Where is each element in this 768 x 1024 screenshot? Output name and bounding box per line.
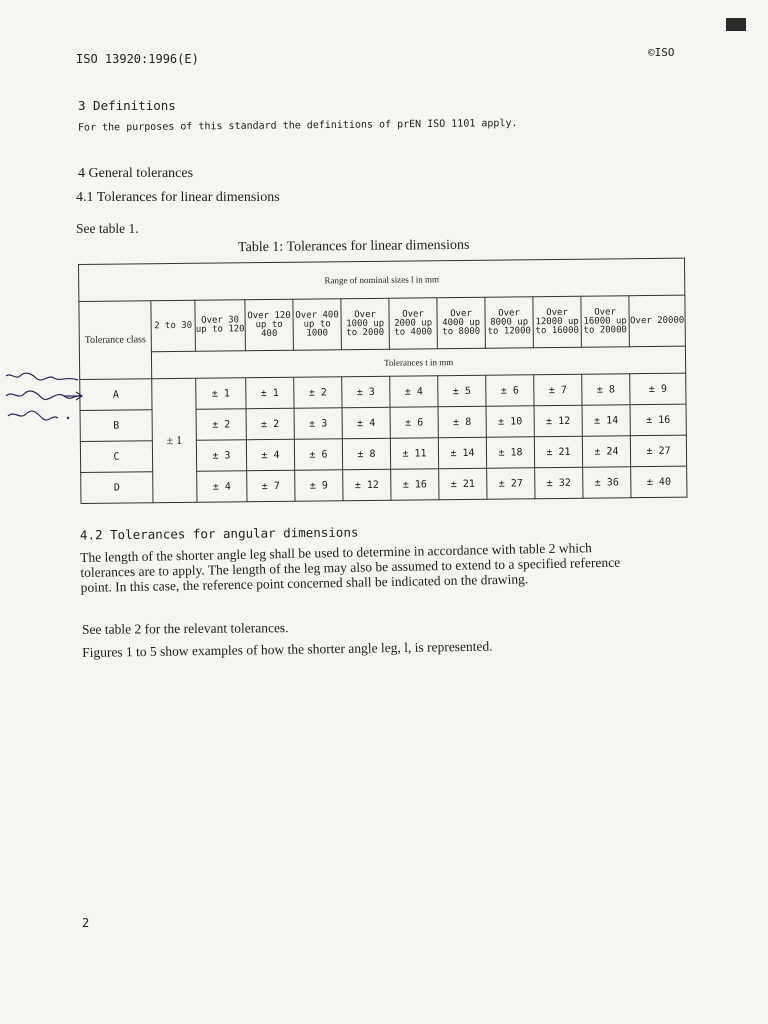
section-3-heading: 3 Definitions [78,98,176,113]
tolerance-table [78,258,688,504]
tolerance-value-cell: ± 21 [439,468,487,500]
see-table-2: See table 2 for the relevant tolerances. [81,620,289,637]
scan-corner-mark [726,18,746,31]
tolerance-value-cell: ± 36 [583,467,631,499]
tolerance-value-cell: ± 4 [342,407,390,439]
section-4-2-heading: 4.2 Tolerances for angular dimensions [79,524,359,543]
standard-id: ISO 13920:1996(E) [76,52,199,66]
tolerance-value-cell: ± 6 [486,375,534,407]
tolerance-value-cell: ± 1 [246,377,294,409]
figures-text: Figures 1 to 5 show examples of how the shorter angle leg, l, is represented. [82,638,493,660]
column-header-2-to-30: 2 to 30 [151,300,196,351]
tolerance-value-cell: ± 21 [534,436,582,468]
tolerance-value-cell: ± 3 [342,376,390,408]
tolerances-subheader: Tolerances t in mm [151,346,685,379]
column-header: Over 8000 up to 12000 [485,297,534,348]
tolerance-value-cell: ± 14 [582,405,630,437]
tolerance-value-cell: ± 2 [246,408,294,440]
tolerance-value-cell: ± 9 [295,470,343,502]
tolerance-value-cell: ± 11 [390,438,438,470]
tolerance-class-cell: C [80,441,152,473]
tolerance-value-cell: ± 18 [486,437,534,469]
section-4-1-heading: 4.1 Tolerances for linear dimensions [76,190,280,205]
see-table-1: See table 1. [76,221,139,236]
tolerance-value-cell: ± 6 [294,439,342,471]
tolerance-class-cell: B [80,410,152,442]
section-4-heading: 4 General tolerances [78,166,194,181]
tolerance-value-cell: ± 3 [196,440,246,472]
tolerance-value-cell: ± 8 [438,406,486,438]
column-header: Over 12000 up to 16000 [533,296,582,347]
column-header: Over 1000 up to 2000 [341,298,390,349]
section-3-text: For the purposes of this standard the definitions of prEN ISO 1101 apply. [77,118,518,134]
column-header: Over 20000 [629,295,686,347]
tolerance-class-cell: A [80,379,152,411]
column-header: Over 120 up to 400 [245,299,294,350]
column-header: Over 4000 up to 8000 [437,297,486,348]
tolerance-value-cell: ± 4 [390,376,438,408]
tolerance-class-cell: D [81,472,153,504]
tolerance-value-cell: ± 16 [391,469,439,501]
column-header: Over 16000 up to 20000 [581,296,630,347]
range-header: Range of nominal sizes l in mm [79,258,686,301]
tolerance-value-cell: ± 5 [438,375,486,407]
iso-copyright-mark: ©ISO [648,46,675,59]
tolerance-value-cell: ± 12 [343,469,391,501]
table-1-caption: Table 1: Tolerances for linear dimensions [237,237,470,256]
tolerance-value-cell: ± 10 [486,406,534,438]
tolerance-value-cell: ± 27 [630,435,686,467]
tolerance-value-cell: ± 24 [582,436,630,468]
column-header: Over 2000 up to 4000 [389,298,438,349]
tolerance-value-cell: ± 12 [534,405,582,437]
handwritten-annotation [2,370,86,430]
tolerance-value-cell: ± 3 [294,408,342,440]
tolerance-value-cell: ± 4 [197,471,247,503]
tolerance-class-header: Tolerance class [79,301,152,380]
shared-tolerance-cell: ± 1 [152,378,197,502]
tolerance-value-cell: ± 7 [247,470,295,502]
section-4-2-text: The length of the shorter angle leg shall be used to determine in accordance with table 2 which tolerances are to apply. The length of the leg may also be assumed to extend to a specified reference point. In this case, the reference point concerned shall be indicated on the drawing. [80,540,621,595]
table-1 [78,258,686,500]
tolerance-value-cell: ± 14 [438,437,486,469]
tolerance-value-cell: ± 7 [534,374,582,406]
tolerance-value-cell: ± 1 [196,378,246,410]
tolerance-value-cell: ± 9 [630,373,686,405]
page-number: 2 [82,916,90,930]
tolerance-value-cell: ± 8 [342,438,390,470]
tolerance-value-cell: ± 8 [582,374,630,406]
tolerance-value-cell: ± 27 [487,468,535,500]
tolerance-value-cell: ± 2 [294,377,342,409]
tolerance-value-cell: ± 32 [535,467,583,499]
tolerance-value-cell: ± 40 [631,466,687,498]
tolerance-value-cell: ± 4 [246,439,294,471]
column-header: Over 30 up to 120 [195,300,246,352]
tolerance-value-cell: ± 16 [630,404,686,436]
tolerance-value-cell: ± 6 [390,407,438,439]
column-header: Over 400 up to 1000 [293,299,342,350]
tolerance-value-cell: ± 2 [196,409,246,441]
